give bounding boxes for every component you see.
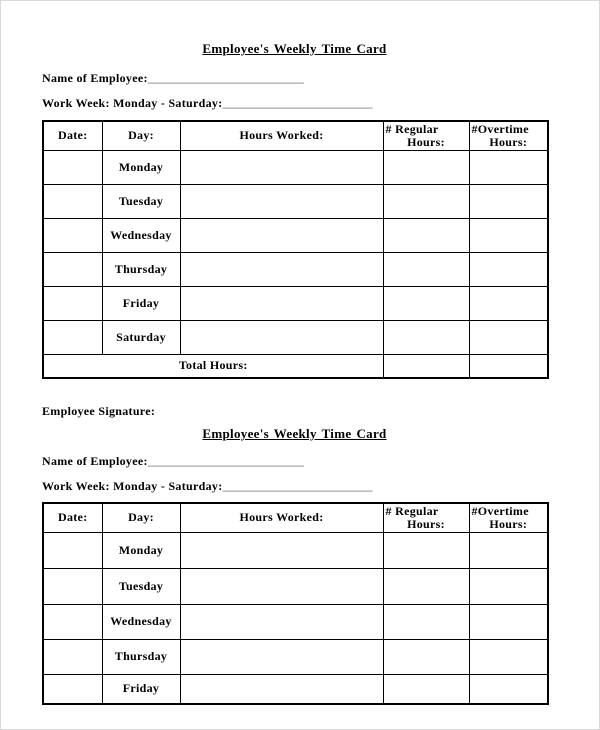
hours-worked-cell[interactable] <box>180 184 383 218</box>
overtime-hours-cell[interactable] <box>469 674 548 704</box>
work-week-blank-line[interactable]: _________________________ <box>222 96 373 110</box>
date-cell[interactable] <box>43 286 102 320</box>
overtime-hours-cell[interactable] <box>469 218 548 252</box>
overtime-hours-cell[interactable] <box>469 568 548 604</box>
date-cell[interactable] <box>43 184 102 218</box>
name-of-employee-field <box>42 454 547 469</box>
name-blank-line[interactable]: __________________________ <box>147 71 304 85</box>
overtime-hours-cell[interactable] <box>469 150 548 184</box>
regular-hours-cell[interactable] <box>383 218 469 252</box>
table-row <box>43 604 548 639</box>
table-row <box>43 184 548 218</box>
total-overtime-hours-cell[interactable] <box>469 354 548 378</box>
regular-hours-cell[interactable] <box>383 184 469 218</box>
date-cell[interactable] <box>43 674 102 704</box>
hours-worked-cell[interactable] <box>180 532 383 568</box>
total-hours-label-cell: Total Hours: <box>43 354 383 378</box>
time-card-table-1 <box>42 120 549 379</box>
work-week-label: Work Week: Monday - Saturday: <box>42 479 223 493</box>
table-row <box>43 252 548 286</box>
overtime-hours-cell[interactable] <box>469 286 548 320</box>
day-label-cell: Friday <box>102 286 180 320</box>
day-label-cell: Wednesday <box>102 604 180 639</box>
overtime-hours-cell[interactable] <box>469 320 548 354</box>
col-header-overtime-hours: #Overtime Hours: <box>469 121 548 150</box>
col-header-day: Day: <box>102 121 180 150</box>
regular-hours-cell[interactable] <box>383 252 469 286</box>
total-regular-hours-cell[interactable] <box>383 354 469 378</box>
hours-worked-cell[interactable] <box>180 252 383 286</box>
day-label-cell: Tuesday <box>102 184 180 218</box>
hours-worked-cell[interactable] <box>180 150 383 184</box>
day-label-cell: Thursday <box>102 639 180 674</box>
table-row <box>43 568 548 604</box>
day-label-cell: Monday <box>102 532 180 568</box>
card-title: Employee's Weekly Time Card <box>202 426 387 441</box>
date-cell[interactable] <box>43 252 102 286</box>
date-cell[interactable] <box>43 320 102 354</box>
date-cell[interactable] <box>43 639 102 674</box>
name-of-employee-field <box>42 71 547 86</box>
table-row <box>43 639 548 674</box>
table-row <box>43 218 548 252</box>
col-header-overtime-hours: #Overtime Hours: <box>469 503 548 532</box>
col-header-day: Day: <box>102 503 180 532</box>
col-header-date: Date: <box>43 503 102 532</box>
day-label-cell: Monday <box>102 150 180 184</box>
table-row <box>43 320 548 354</box>
hours-worked-cell[interactable] <box>180 286 383 320</box>
hours-worked-cell[interactable] <box>180 320 383 354</box>
regular-hours-cell[interactable] <box>383 674 469 704</box>
time-card-table-2 <box>42 502 549 705</box>
hours-worked-cell[interactable] <box>180 674 383 704</box>
regular-hours-cell[interactable] <box>383 604 469 639</box>
date-cell[interactable] <box>43 568 102 604</box>
hours-worked-cell[interactable] <box>180 604 383 639</box>
work-week-blank-line[interactable]: _________________________ <box>222 479 373 493</box>
table-row <box>43 532 548 568</box>
card-title: Employee's Weekly Time Card <box>202 41 387 56</box>
work-week-label: Work Week: Monday - Saturday: <box>42 96 223 110</box>
overtime-hours-cell[interactable] <box>469 184 548 218</box>
day-label-cell: Tuesday <box>102 568 180 604</box>
hours-worked-cell[interactable] <box>180 218 383 252</box>
name-of-employee-label: Name of Employee: <box>42 454 148 468</box>
total-hours-row <box>43 354 548 378</box>
overtime-hours-cell[interactable] <box>469 532 548 568</box>
col-header-regular-hours: # Regular Hours: <box>383 503 469 532</box>
regular-hours-cell[interactable] <box>383 568 469 604</box>
table-header-row <box>43 121 548 150</box>
day-label-cell: Wednesday <box>102 218 180 252</box>
date-cell[interactable] <box>43 150 102 184</box>
hours-worked-cell[interactable] <box>180 568 383 604</box>
employee-signature-label: Employee Signature: <box>42 404 156 418</box>
regular-hours-cell[interactable] <box>383 320 469 354</box>
overtime-hours-cell[interactable] <box>469 252 548 286</box>
date-cell[interactable] <box>43 604 102 639</box>
table-header-row <box>43 503 548 532</box>
table-row <box>43 150 548 184</box>
date-cell[interactable] <box>43 532 102 568</box>
work-week-field <box>42 479 547 494</box>
work-week-field <box>42 96 547 111</box>
table-row <box>43 674 548 704</box>
name-of-employee-label: Name of Employee: <box>42 71 148 85</box>
regular-hours-cell[interactable] <box>383 532 469 568</box>
day-label-cell: Thursday <box>102 252 180 286</box>
col-header-regular-hours: # Regular Hours: <box>383 121 469 150</box>
hours-worked-cell[interactable] <box>180 639 383 674</box>
overtime-hours-cell[interactable] <box>469 639 548 674</box>
col-header-hours-worked: Hours Worked: <box>180 503 383 532</box>
regular-hours-cell[interactable] <box>383 639 469 674</box>
col-header-hours-worked: Hours Worked: <box>180 121 383 150</box>
date-cell[interactable] <box>43 218 102 252</box>
regular-hours-cell[interactable] <box>383 150 469 184</box>
name-blank-line[interactable]: __________________________ <box>147 454 304 468</box>
day-label-cell: Friday <box>102 674 180 704</box>
overtime-hours-cell[interactable] <box>469 604 548 639</box>
table-row <box>43 286 548 320</box>
col-header-date: Date: <box>43 121 102 150</box>
regular-hours-cell[interactable] <box>383 286 469 320</box>
day-label-cell: Saturday <box>102 320 180 354</box>
